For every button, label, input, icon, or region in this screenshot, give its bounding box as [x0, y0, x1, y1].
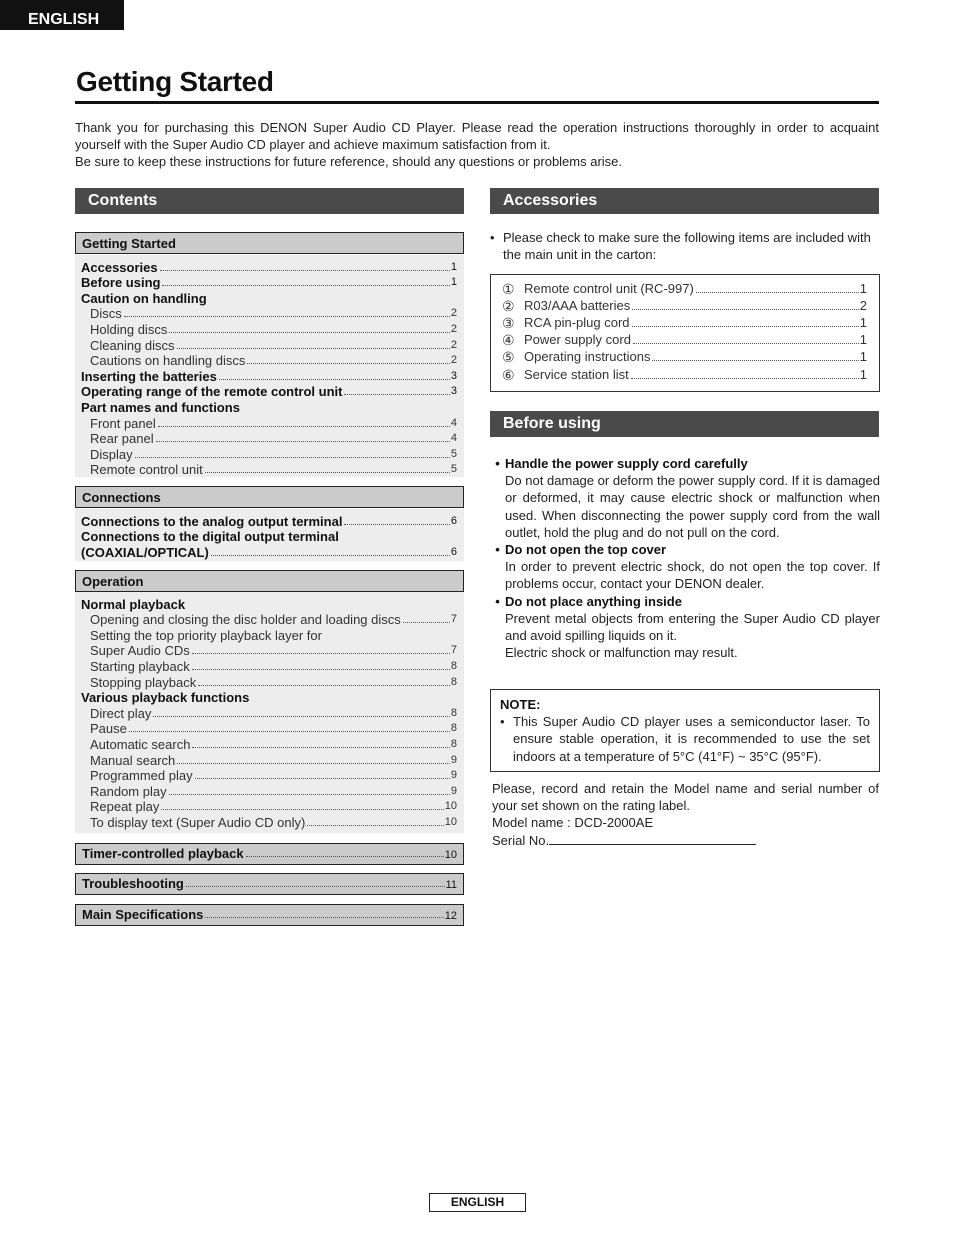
toc-item-troubleshooting[interactable]	[75, 873, 464, 895]
toc-item-opening-and-closing-the-disc-holder-and-loading-discs[interactable]	[81, 612, 457, 628]
before-using-list	[490, 455, 880, 661]
toc-label: Automatic search	[90, 736, 191, 752]
toc-dots	[195, 778, 450, 779]
toc-label: Stopping playback	[90, 674, 197, 690]
toc-dots	[169, 794, 450, 795]
toc-label: Starting playback	[90, 658, 190, 674]
item-dots	[696, 292, 859, 293]
toc-item-caution-on-handling	[81, 290, 457, 306]
toc-item-random-play[interactable]	[81, 783, 457, 799]
bullet: •	[500, 714, 505, 730]
footer-language-label: ENGLISH	[429, 1193, 526, 1212]
intro-text	[75, 119, 879, 170]
toc-label: Rear panel	[90, 431, 154, 447]
toc-page: 8	[450, 706, 457, 719]
model-line: Model name : DCD-2000AE	[492, 815, 654, 831]
toc-page: 1	[450, 276, 457, 289]
toc-item-connections-to-the-analog-output-terminal[interactable]	[81, 513, 457, 529]
accessory-item	[502, 314, 867, 331]
toc-label: Normal playback	[81, 596, 186, 612]
toc-label: Opening and closing the disc holder and loading discs	[90, 612, 401, 628]
toc-label: Various playback functions	[81, 690, 250, 706]
toc-page: 10	[444, 849, 457, 861]
item-number: ⑤	[502, 349, 515, 366]
toc-item-repeat-play[interactable]	[81, 799, 457, 815]
toc-dots	[211, 555, 450, 556]
toc-dots	[162, 285, 449, 286]
note-body: This Super Audio CD player uses a semiconductor laser. To ensure stable operation, it is recommended to use the set indoors at a temperature of 5°C (41°F) ~ 35°C (95°F).	[513, 714, 870, 764]
toc-page: 9	[450, 784, 457, 797]
item-qty: 1	[859, 349, 867, 365]
item-label: Power supply cord	[524, 332, 631, 348]
item-label: Remote control unit (RC-997)	[524, 281, 694, 297]
toc-label: Part names and functions	[81, 399, 240, 415]
toc-page: 11	[445, 879, 457, 891]
serial-label: Serial No.	[492, 832, 550, 848]
note-box	[490, 689, 880, 772]
item-dots	[632, 309, 859, 310]
toc-label: Holding discs	[90, 321, 168, 337]
toc-item-before-using[interactable]	[81, 275, 457, 291]
toc-dots	[186, 886, 445, 887]
toc-page: 6	[450, 514, 457, 527]
toc-label: Super Audio CDs	[90, 643, 190, 659]
item-qty: 1	[859, 315, 867, 331]
toc-dots	[219, 379, 450, 380]
bullet: •	[495, 593, 500, 609]
item-body: In order to prevent electric shock, do not open the top cover. If problems occur, contact your DENON dealer.	[505, 559, 880, 592]
toc-page: 6	[450, 545, 457, 558]
accessory-item	[502, 297, 867, 314]
toc-dots	[161, 809, 443, 810]
toc-item-setting-the-top-priority-playback-layer-for	[81, 627, 457, 643]
toc-group-heading: Getting Started	[75, 232, 464, 254]
toc-item-to-display-text-super-audio-cd-only[interactable]	[81, 814, 457, 830]
item-title: Handle the power supply cord carefully	[505, 456, 748, 471]
toc-label: Caution on handling	[81, 290, 207, 306]
toc-label: Timer-controlled playback	[82, 846, 244, 861]
toc-label: Random play	[90, 783, 167, 799]
toc-dots	[192, 669, 450, 670]
toc-group-connections	[75, 509, 464, 561]
item-qty: 1	[859, 366, 867, 382]
accessory-item	[502, 331, 867, 348]
toc-dots	[247, 363, 449, 364]
toc-item-automatic-search[interactable]	[81, 736, 457, 752]
item-label: Service station list	[524, 366, 629, 382]
toc-dots	[124, 316, 450, 317]
toc-label: Display	[90, 446, 133, 462]
toc-label: Manual search	[90, 752, 176, 768]
toc-item-direct-play[interactable]	[81, 705, 457, 721]
toc-page: 8	[450, 675, 457, 688]
toc-dots	[177, 348, 450, 349]
bullet: •	[490, 230, 495, 245]
serial-row	[492, 832, 879, 849]
toc-item-rear-panel[interactable]	[81, 431, 457, 447]
item-dots	[632, 326, 859, 327]
toc-label: Setting the top priority playback layer for	[90, 627, 322, 643]
toc-dots	[344, 394, 449, 395]
item-title: Do not place anything inside	[505, 593, 682, 609]
toc-page: 9	[450, 769, 457, 782]
toc-item-accessories[interactable]	[81, 259, 457, 275]
toc-page: 3	[450, 385, 457, 398]
toc-page: 8	[450, 659, 457, 672]
toc-group-getting-started	[75, 255, 464, 477]
toc-label: Before using	[81, 275, 161, 291]
before-using-item	[490, 593, 880, 662]
toc-label: Operating range of the remote control unit	[81, 384, 343, 400]
accessory-item	[502, 348, 867, 365]
toc-dots	[158, 426, 450, 427]
toc-item-main-specifications[interactable]	[75, 904, 464, 926]
toc-dots	[160, 270, 450, 271]
accessories-heading: Accessories	[490, 188, 879, 214]
toc-dots	[177, 763, 450, 764]
toc-page: 5	[450, 463, 457, 476]
item-body: Prevent metal objects from entering the Super Audio CD player and avoid spilling liquids on it.	[505, 610, 880, 644]
toc-page: 3	[450, 369, 457, 382]
toc-item-pause[interactable]	[81, 721, 457, 737]
bullet: •	[495, 542, 500, 558]
toc-page: 12	[444, 910, 457, 922]
toc-page: 4	[450, 432, 457, 445]
toc-page: 10	[444, 800, 457, 813]
toc-item-programmed-play[interactable]	[81, 768, 457, 784]
contents-heading: Contents	[75, 188, 464, 214]
item-dots	[631, 378, 859, 379]
toc-dots	[205, 917, 443, 918]
toc-label: Remote control unit	[90, 462, 203, 478]
toc-page: 4	[450, 416, 457, 429]
item-body-2: Electric shock or malfunction may result.	[505, 645, 738, 661]
record-text: Please, record and retain the Model name and serial number of your set shown on the rating label.	[492, 781, 879, 814]
item-number: ②	[502, 298, 515, 315]
toc-label: To display text (Super Audio CD only)	[90, 814, 306, 830]
toc-item-part-names-and-functions	[81, 399, 457, 415]
toc-page: 2	[450, 322, 457, 335]
item-number: ④	[502, 332, 515, 349]
page-title: Getting Started	[76, 66, 274, 97]
item-qty: 1	[859, 332, 867, 348]
toc-label: Repeat play	[90, 799, 160, 815]
toc-label: Discs	[90, 306, 122, 322]
toc-page: 8	[450, 722, 457, 735]
item-body: Do not damage or deform the power supply cord. If it is damaged or deformed, it may cause electric shock or malfunction when used. When disconnecting the power supply cord from the wall outlet, hold the plug and do not pull on the cord.	[505, 473, 880, 540]
accessories-intro-text: Please check to make sure the following items are included with the main unit in the carton:	[503, 230, 871, 262]
toc-dots	[198, 685, 450, 686]
toc-item-operating-range-of-the-remote-control-unit[interactable]	[81, 384, 457, 400]
toc-page: 1	[450, 260, 457, 273]
toc-label: (COAXIAL/OPTICAL)	[81, 544, 209, 560]
toc-group-operation	[75, 592, 464, 833]
toc-dots	[129, 731, 450, 732]
toc-dots	[192, 747, 449, 748]
toc-item-discs[interactable]	[81, 306, 457, 322]
toc-dots	[135, 457, 450, 458]
item-number: ①	[502, 281, 515, 298]
toc-page: 2	[450, 354, 457, 367]
item-label: R03/AAA batteries	[524, 298, 631, 314]
item-label: Operating instructions	[524, 349, 651, 365]
accessories-intro	[490, 229, 880, 263]
before-using-item	[490, 541, 880, 593]
toc-page: 10	[444, 815, 457, 828]
toc-dots	[403, 622, 450, 623]
toc-item-display[interactable]	[81, 446, 457, 462]
bullet: •	[495, 456, 500, 471]
toc-label: Connections to the analog output terminal	[81, 513, 343, 529]
before-using-heading: Before using	[490, 411, 879, 437]
toc-page: 8	[450, 737, 457, 750]
toc-group-heading: Connections	[75, 486, 464, 508]
intro-paragraph-2: Be sure to keep these instructions for future reference, should any questions or problems arise.	[75, 154, 623, 169]
accessories-list	[490, 274, 880, 392]
accessory-item	[502, 365, 867, 382]
toc-dots	[153, 716, 449, 717]
intro-paragraph: Thank you for purchasing this DENON Super Audio CD Player. Please read the operation instructions thoroughly in order to acquaint yourself with the Super Audio CD player and achieve maximum satisfaction from it.	[75, 120, 879, 152]
toc-item-normal-playback	[81, 596, 457, 612]
toc-label: Front panel	[90, 415, 156, 431]
toc-group-heading: Operation	[75, 570, 464, 592]
toc-label: Connections to the digital output terminal	[81, 529, 339, 545]
toc-dots	[307, 825, 443, 826]
toc-item-cautions-on-handling-discs[interactable]	[81, 353, 457, 369]
toc-item-holding-discs[interactable]	[81, 321, 457, 337]
toc-page: 2	[450, 307, 457, 320]
toc-item-various-playback-functions	[81, 690, 457, 706]
record-section	[492, 780, 879, 849]
language-tab: ENGLISH	[0, 0, 124, 30]
toc-item-stopping-playback[interactable]	[81, 674, 457, 690]
toc-dots	[344, 524, 449, 525]
toc-item-remote-control-unit[interactable]	[81, 462, 457, 478]
toc-item-inserting-the-batteries[interactable]	[81, 368, 457, 384]
toc-page: 7	[450, 613, 457, 626]
item-number: ③	[502, 315, 515, 332]
toc-label: Pause	[90, 721, 127, 737]
toc-label: Cleaning discs	[90, 337, 175, 353]
toc-dots	[169, 332, 450, 333]
item-dots	[633, 343, 859, 344]
item-title: Do not open the top cover	[505, 542, 667, 558]
note-title: NOTE:	[500, 697, 541, 712]
toc-item-starting-playback[interactable]	[81, 658, 457, 674]
accessory-item	[502, 280, 867, 297]
toc-item-timer-playback[interactable]	[75, 843, 464, 865]
toc-item-cleaning-discs[interactable]	[81, 337, 457, 353]
item-dots	[652, 360, 858, 361]
toc-dots	[205, 472, 450, 473]
toc-label: Troubleshooting	[82, 876, 184, 891]
toc-label: Main Specifications	[82, 907, 204, 922]
title-rule	[75, 101, 879, 104]
toc-dots	[192, 653, 450, 654]
toc-item-front-panel[interactable]	[81, 415, 457, 431]
item-qty: 2	[859, 298, 867, 314]
toc-item-super-audio-cds[interactable]	[81, 643, 457, 659]
toc-page: 2	[450, 338, 457, 351]
toc-label: Accessories	[81, 259, 158, 275]
item-label: RCA pin-plug cord	[524, 315, 630, 331]
toc-label: Programmed play	[90, 768, 193, 784]
item-qty: 1	[859, 281, 867, 297]
serial-input-line[interactable]	[549, 833, 756, 845]
before-using-item	[490, 455, 880, 541]
toc-dots	[246, 856, 444, 857]
toc-page: 5	[450, 447, 457, 460]
toc-label: Inserting the batteries	[81, 368, 217, 384]
toc-dots	[156, 441, 450, 442]
item-number: ⑥	[502, 366, 515, 383]
toc-page: 7	[450, 644, 457, 657]
toc-item-connections-to-the-digital-output-terminal	[81, 529, 457, 545]
toc-label: Direct play	[90, 705, 152, 721]
toc-label: Cautions on handling discs	[90, 353, 246, 369]
toc-page: 9	[450, 753, 457, 766]
toc-item-coaxial-optical[interactable]	[81, 544, 457, 560]
toc-item-manual-search[interactable]	[81, 752, 457, 768]
